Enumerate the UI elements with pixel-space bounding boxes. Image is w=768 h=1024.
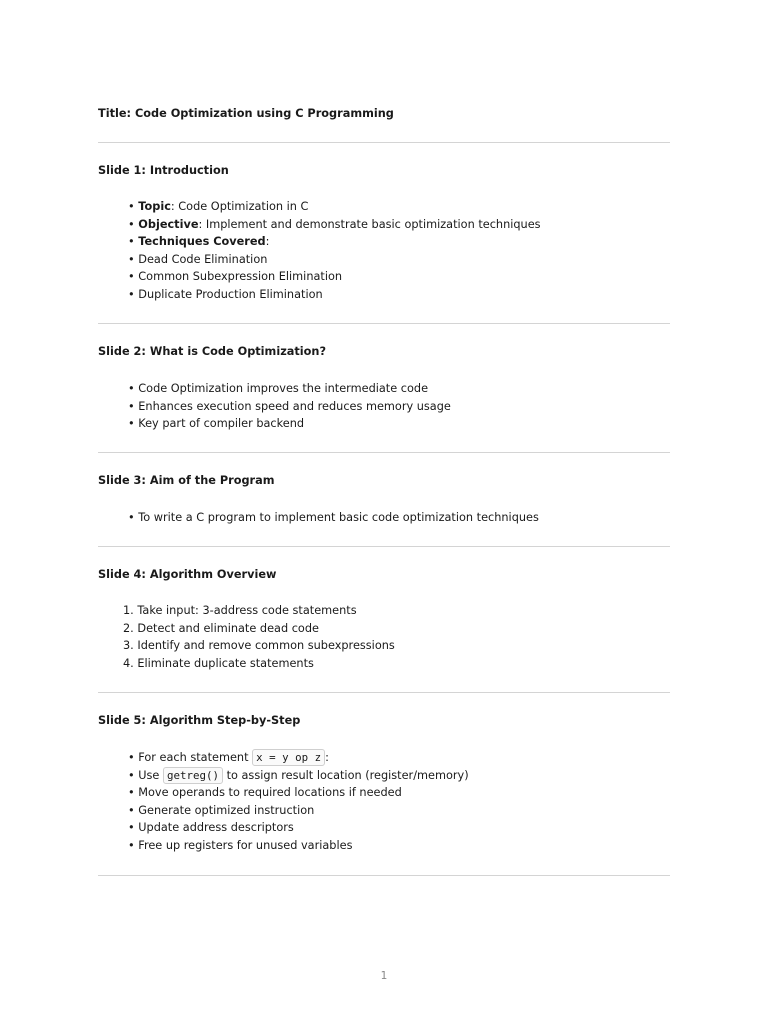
slide3-list <box>128 509 539 527</box>
list-item: 2. Detect and eliminate dead code <box>123 621 319 635</box>
bullet: • <box>128 838 135 852</box>
divider <box>98 875 670 876</box>
list-item-text: to assign result location (register/memory) <box>226 768 469 782</box>
bullet: • <box>128 217 135 231</box>
list-item <box>128 380 451 398</box>
slide2-list <box>128 380 451 433</box>
list-item-text: Update address descriptors <box>138 821 294 835</box>
slide3-heading: Slide 3: Aim of the Program <box>98 474 275 487</box>
list-item <box>128 233 541 251</box>
bullet: • <box>128 235 135 249</box>
bullet: • <box>128 786 135 800</box>
slide1-heading: Slide 1: Introduction <box>98 164 229 177</box>
slide5-heading: Slide 5: Algorithm Step-by-Step <box>98 714 301 727</box>
list-item-text: For each statement <box>138 751 249 764</box>
list-item <box>128 268 541 286</box>
bullet: • <box>128 821 135 835</box>
list-item-text: Move operands to required locations if needed <box>138 786 402 800</box>
list-item: 1. Take input: 3-address code statements <box>123 604 357 617</box>
techniques-text: : <box>265 235 270 249</box>
list-item-text: Use <box>138 768 160 782</box>
bullet: • <box>128 270 135 284</box>
bullet: • <box>128 399 135 413</box>
slide2-heading: Slide 2: What is Code Optimization? <box>98 345 327 358</box>
bullet: • <box>128 252 135 266</box>
bullet: • <box>128 200 135 213</box>
list-item <box>128 415 451 433</box>
divider <box>98 142 670 143</box>
bullet: • <box>128 287 135 301</box>
topic-text: : Code Optimization in C <box>170 200 309 213</box>
list-item <box>128 767 469 785</box>
list-item <box>128 216 541 234</box>
list-item-text: Common Subexpression Elimination <box>138 270 343 284</box>
objective-label: Objective <box>138 217 199 231</box>
list-item <box>128 749 469 767</box>
list-item-text: Code Optimization improves the intermediate code <box>138 382 429 395</box>
list-item-text: Enhances execution speed and reduces memory usage <box>138 399 451 413</box>
list-item: 4. Eliminate duplicate statements <box>123 656 314 670</box>
document-title: Title: Code Optimization using C Programming <box>98 107 394 120</box>
list-item-text: To write a C program to implement basic code optimization techniques <box>138 511 539 524</box>
slide5-list <box>128 749 469 855</box>
list-item: 3. Identify and remove common subexpressions <box>123 639 395 653</box>
list-item <box>128 837 469 855</box>
divider <box>98 546 670 547</box>
list-item <box>128 784 469 802</box>
list-item-text: Free up registers for unused variables <box>138 838 353 852</box>
list-item <box>128 198 541 216</box>
topic-label: Topic <box>138 200 171 213</box>
objective-text: : Implement and demonstrate basic optimization techniques <box>198 217 541 231</box>
list-item-text: Generate optimized instruction <box>138 803 315 817</box>
page-number: 1 <box>380 970 388 982</box>
bullet: • <box>128 768 135 782</box>
divider <box>98 452 670 453</box>
divider <box>98 323 670 324</box>
slide1-list <box>128 198 541 304</box>
list-item <box>128 398 451 416</box>
bullet: • <box>128 751 135 764</box>
list-item-text: Duplicate Production Elimination <box>138 287 323 301</box>
list-item <box>128 286 541 304</box>
bullet: • <box>128 803 135 817</box>
list-item <box>128 819 469 837</box>
inline-code: x = y op z <box>252 749 325 766</box>
slide4-list <box>123 602 395 672</box>
list-item-text: Dead Code Elimination <box>138 252 268 266</box>
list-item <box>128 251 541 269</box>
divider <box>98 692 670 693</box>
list-item <box>128 802 469 820</box>
bullet: • <box>128 382 135 395</box>
techniques-label: Techniques Covered <box>138 235 266 249</box>
list-item-text: : <box>325 751 329 764</box>
bullet: • <box>128 417 135 431</box>
list-item-text: Key part of compiler backend <box>138 417 305 431</box>
bullet: • <box>128 511 135 524</box>
list-item <box>128 509 539 527</box>
slide4-heading: Slide 4: Algorithm Overview <box>98 568 277 581</box>
inline-code: getreg() <box>163 767 223 784</box>
